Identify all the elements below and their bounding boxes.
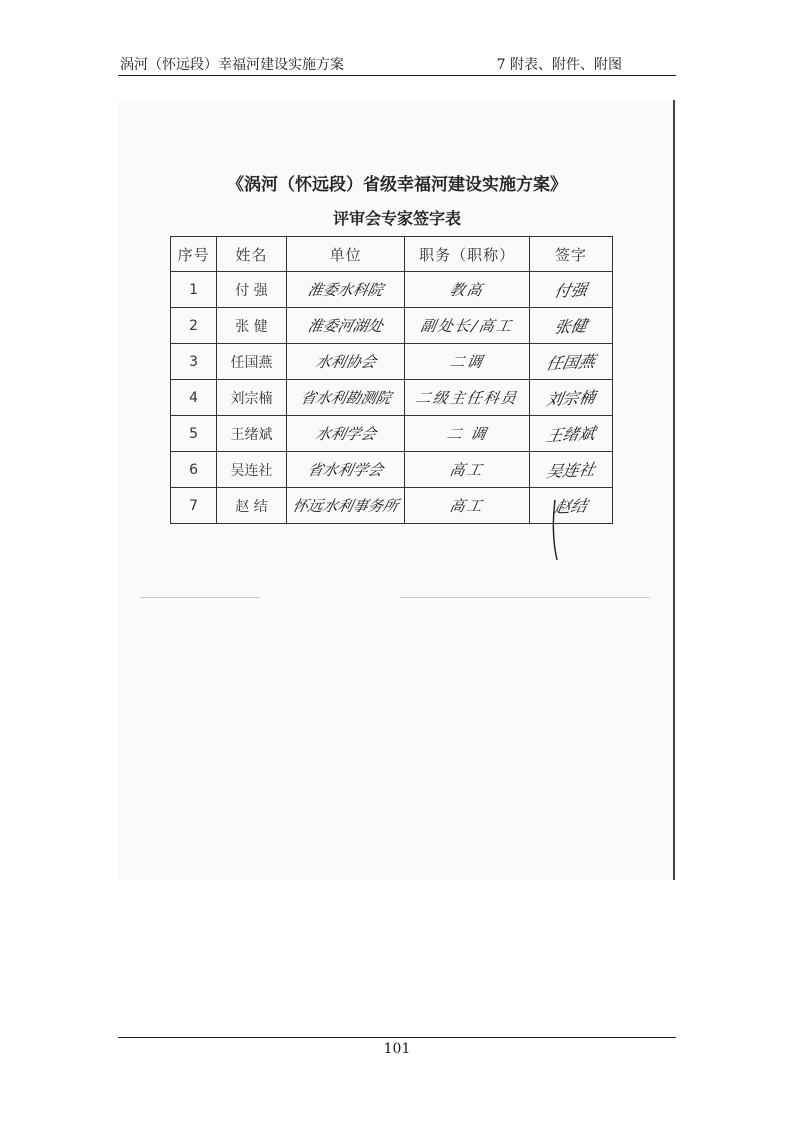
handwritten-unit	[286, 380, 405, 416]
handwriting: 淮委水科院	[306, 281, 385, 299]
expert-name: 吴连社	[217, 452, 287, 488]
column-header: 姓名	[217, 237, 287, 272]
handwritten-signature	[529, 488, 612, 524]
handwritten-title	[405, 308, 529, 344]
header-rule	[118, 75, 676, 76]
table-row	[171, 452, 613, 488]
handwriting: 淮委河湖处	[306, 317, 385, 335]
expert-name: 付 强	[217, 272, 287, 308]
table-row	[171, 380, 613, 416]
document-subtitle: 评审会专家签字表	[332, 209, 461, 228]
handwritten-title	[405, 272, 529, 308]
row-number: 2	[171, 308, 217, 344]
expert-name: 张 健	[217, 308, 287, 344]
handwriting: 怀远水利事务所	[291, 497, 400, 515]
expert-name: 任国燕	[217, 344, 287, 380]
row-number: 1	[171, 272, 217, 308]
handwriting: 二级主任科员	[414, 389, 520, 407]
row-number: 5	[171, 416, 217, 452]
column-header: 序号	[171, 237, 217, 272]
row-number: 4	[171, 380, 217, 416]
header-document-title: 涡河（怀远段）幸福河建设实施方案	[120, 57, 344, 73]
signature: 刘宗楠	[544, 387, 597, 410]
page-number: 101	[383, 1041, 411, 1057]
handwritten-signature	[529, 380, 612, 416]
header-section-title: 7 附表、附件、附图	[496, 57, 622, 73]
handwriting: 高工	[448, 461, 486, 479]
document-title: 《涡河（怀远段）省级幸福河建设实施方案》	[227, 175, 567, 195]
scan-artifact-line	[400, 597, 650, 598]
handwritten-unit	[286, 308, 405, 344]
handwritten-signature	[529, 344, 612, 380]
signature: 吴连社	[544, 459, 597, 482]
signature-table	[170, 236, 613, 524]
expert-name: 赵 结	[217, 488, 287, 524]
signature: 付强	[552, 280, 589, 301]
handwritten-title	[405, 416, 529, 452]
signature: 张健	[552, 316, 589, 337]
handwritten-title	[405, 452, 529, 488]
table-header-row	[171, 237, 613, 272]
handwritten-title	[405, 380, 529, 416]
signature: 赵结	[552, 496, 589, 517]
handwritten-title	[405, 488, 529, 524]
handwritten-title	[405, 344, 529, 380]
handwritten-unit	[286, 344, 405, 380]
handwritten-unit	[286, 452, 405, 488]
footer-rule	[118, 1037, 676, 1038]
handwriting: 高工	[448, 497, 486, 515]
handwriting: 教高	[448, 281, 486, 299]
expert-name: 王绪斌	[217, 416, 287, 452]
handwritten-signature	[529, 272, 612, 308]
signature: 王绪斌	[544, 423, 597, 446]
table-row	[171, 272, 613, 308]
handwriting: 水利协会	[313, 353, 378, 371]
page-header	[118, 52, 674, 74]
handwritten-unit	[286, 272, 405, 308]
handwritten-signature	[529, 416, 612, 452]
expert-name: 刘宗楠	[217, 380, 287, 416]
scan-artifact-line	[140, 597, 260, 598]
column-header: 签字	[529, 237, 612, 272]
table-row	[171, 344, 613, 380]
column-header: 职务（职称）	[405, 237, 529, 272]
table-row	[171, 488, 613, 524]
handwritten-signature	[529, 308, 612, 344]
signature-stroke	[549, 498, 569, 564]
row-number: 6	[171, 452, 217, 488]
column-header: 单位	[286, 237, 405, 272]
handwriting: 水利学会	[313, 425, 378, 443]
signature: 任国燕	[544, 351, 597, 374]
handwriting: 省水利勘测院	[298, 389, 393, 407]
handwriting: 二 调	[445, 425, 490, 443]
row-number: 3	[171, 344, 217, 380]
table-row	[171, 308, 613, 344]
handwritten-unit	[286, 488, 405, 524]
handwritten-signature	[529, 452, 612, 488]
handwriting: 二调	[448, 353, 486, 371]
handwritten-unit	[286, 416, 405, 452]
handwriting: 副处长/高工	[419, 317, 515, 335]
handwriting: 省水利学会	[306, 461, 385, 479]
row-number: 7	[171, 488, 217, 524]
table-row	[171, 416, 613, 452]
